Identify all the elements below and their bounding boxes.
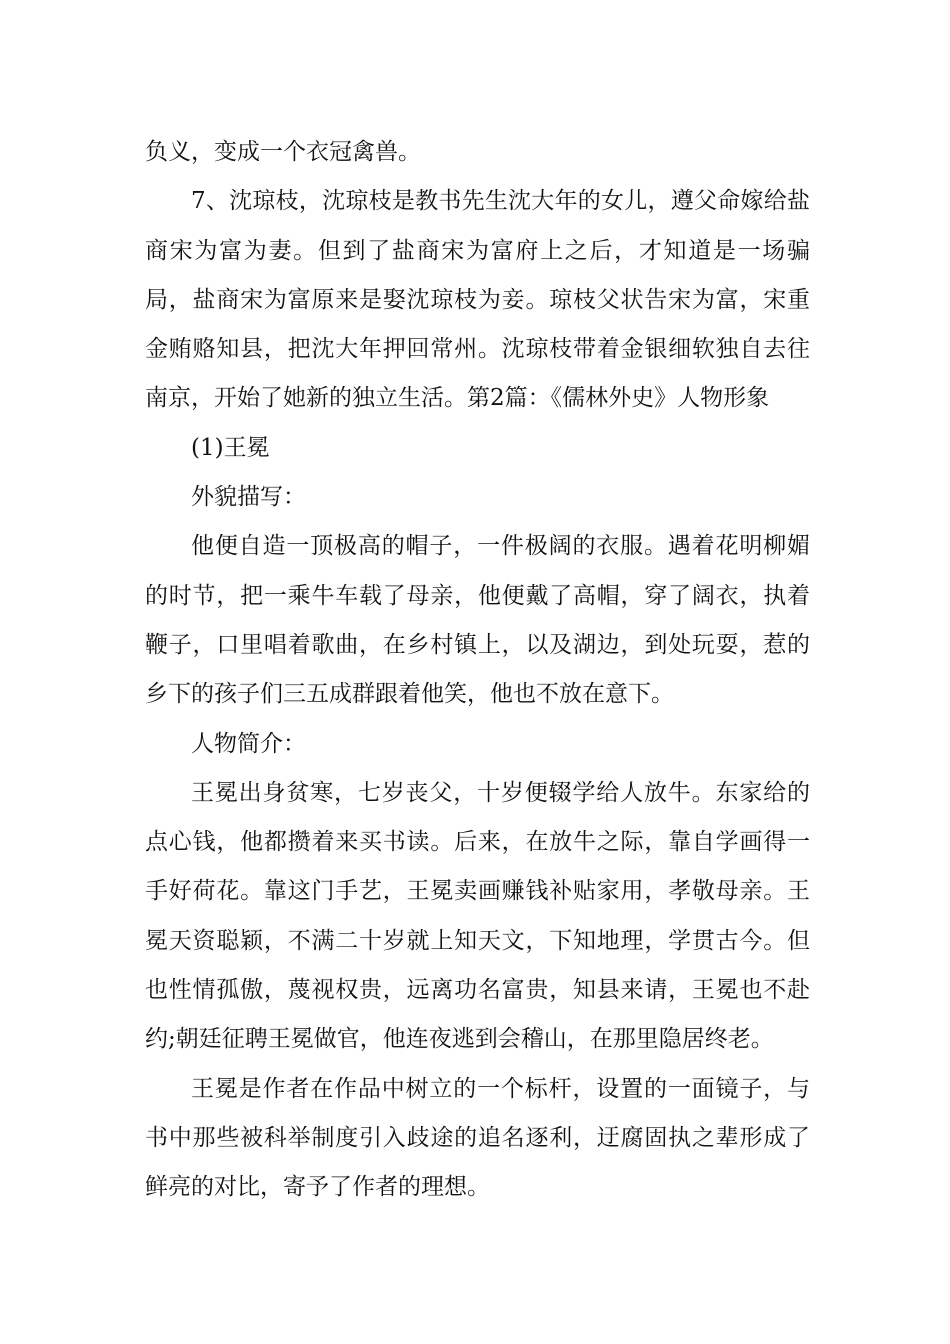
paragraph-appearance: 他便自造一顶极高的帽子，一件极阔的衣服。遇着花明柳媚的时节，把一乘牛车载了母亲，他便戴了高帽，穿了阔衣，执着鞭子，口里唱着歌曲，在乡村镇上，以及湖边，到处玩耍，惹的乡下的孩子们三五成群跟着他笑，他也不放在意下。 xyxy=(145,533,810,708)
heading-wang-mian: (1)王冕 xyxy=(191,434,270,461)
heading-appearance: 外貌描写： xyxy=(191,484,306,511)
document-body xyxy=(145,128,810,1213)
paragraph-shen-qiongzhi: 7、沈琼枝，沈琼枝是教书先生沈大年的女儿，遵父命嫁给盐商宋为富为妻。但到了盐商宋为富府上之后，才知道是一场骗局，盐商宋为富原来是娶沈琼枝为妾。琼枝父状告宋为富，宋重金贿赂知县，把沈大年押回常州。沈琼枝带着金银细软独自去往南京，开始了她新的独立生活。第2篇：《儒林外史》人物形象 xyxy=(145,188,810,412)
paragraph-analysis: 王冕是作者在作品中树立的一个标杆，设置的一面镜子，与书中那些被科举制度引入歧途的追名逐利，迂腐固执之辈形成了鲜亮的对比，寄予了作者的理想。 xyxy=(145,1075,810,1201)
paragraph-continuation: 负义，变成一个衣冠禽兽。 xyxy=(145,139,421,165)
paragraph-profile: 王冕出身贫寒，七岁丧父，十岁便辍学给人放牛。东家给的点心钱，他都攒着来买书读。后来，在放牛之际，靠自学画得一手好荷花。靠这门手艺，王冕卖画赚钱补贴家用，孝敬母亲。王冕天资聪颖，不满二十岁就上知天文，下知地理，学贯古今。但也性情孤傲，蔑视权贵，远离功名富贵，知县来请，王冕也不赴约;朝廷征聘王冕做官，他连夜逃到会稽山，在那里隐居终老。 xyxy=(145,779,810,1053)
heading-profile: 人物简介： xyxy=(191,730,306,757)
